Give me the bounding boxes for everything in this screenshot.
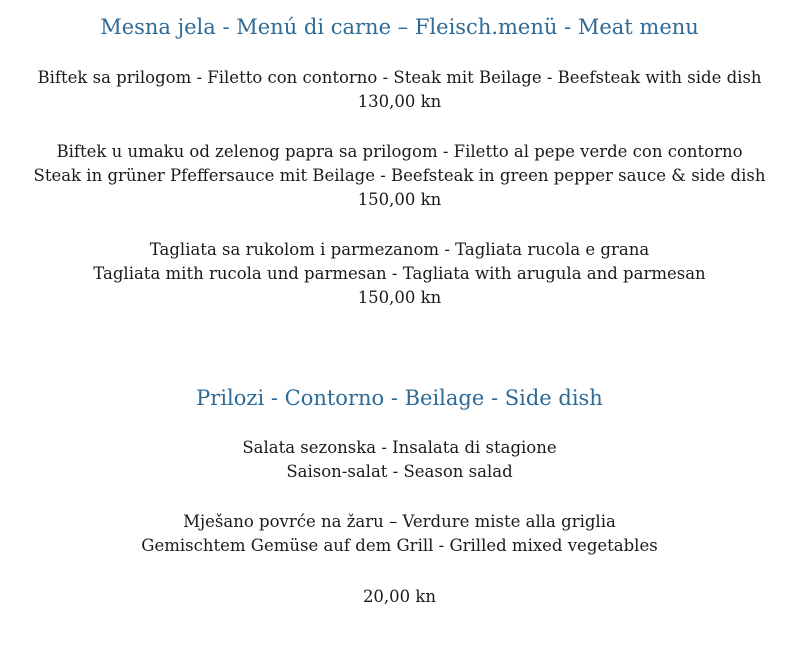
dish-name: Salata sezonska - Insalata di stagione <box>242 438 557 457</box>
menu-item <box>0 510 799 558</box>
dish-name: Biftek sa prilogom - Filetto con contorno - Steak mit Beilage - Beefsteak with side dish <box>37 68 762 87</box>
side-dish-price: 20,00 kn <box>362 587 437 606</box>
dish-name: Gemischtem Gemüse auf dem Grill - Grilled mixed vegetables <box>141 536 658 555</box>
dish-name: Steak in grüner Pfeffersauce mit Beilage - Beefsteak in green pepper sauce & side dish <box>33 166 766 185</box>
dish-name: Biftek u umaku od zelenog papra sa prilogom - Filetto al pepe verde con contorno <box>56 142 743 161</box>
dish-name: Saison-salat - Season salad <box>286 462 513 481</box>
menu-item <box>0 66 799 114</box>
meat-section-title: Mesna jela - Menú di carne – Fleisch.menü - Meat menu <box>100 15 699 39</box>
dish-name: Tagliata sa rukolom i parmezanom - Tagliata rucola e grana <box>149 240 650 259</box>
dish-name: Tagliata mith rucola und parmesan - Tagliata with arugula and parmesan <box>93 264 706 283</box>
dish-price: 150,00 kn <box>357 190 442 209</box>
dish-name: Mješano povrće na žaru – Verdure miste alla griglia <box>183 512 616 531</box>
menu-item <box>0 140 799 212</box>
dish-price: 150,00 kn <box>357 288 442 307</box>
menu-item <box>0 436 799 484</box>
dish-price: 130,00 kn <box>357 92 442 111</box>
side-section-title: Prilozi - Contorno - Beilage - Side dish <box>196 386 603 410</box>
menu-item <box>0 238 799 310</box>
